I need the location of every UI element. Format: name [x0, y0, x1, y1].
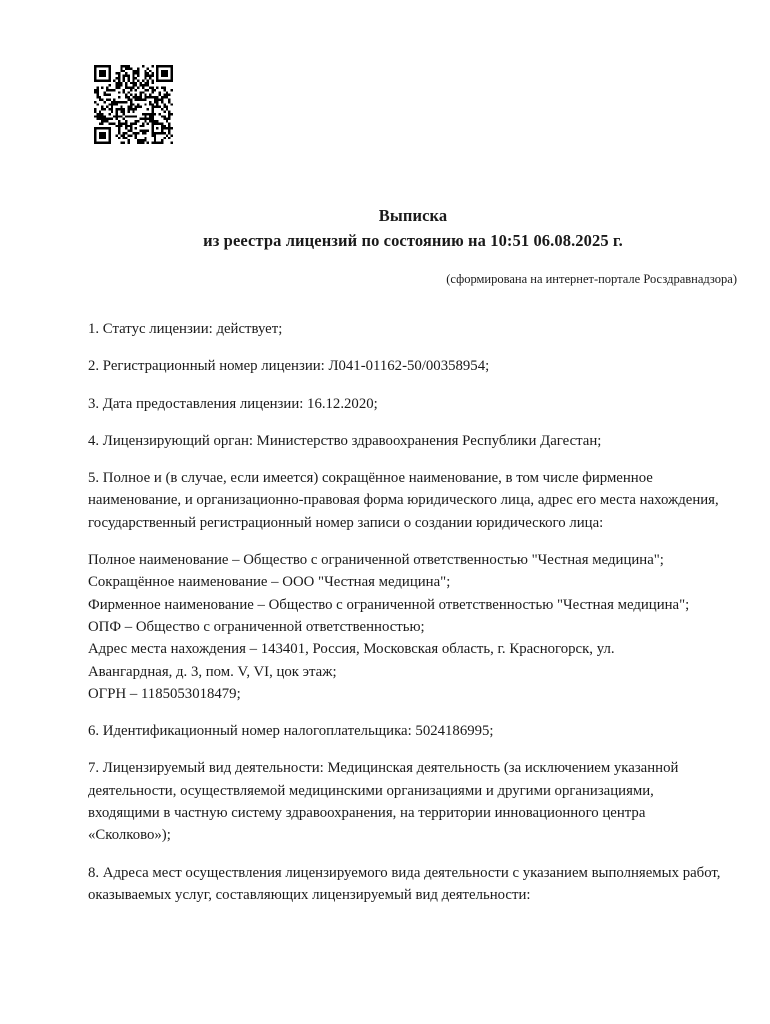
entity-legal-form: ОПФ – Общество с ограниченной ответственностью; — [88, 618, 425, 635]
entity-full-name: Полное наименование – Общество с ограниченной ответственностью "Честная медицина"; — [88, 552, 664, 569]
item-3-issue-date: 3. Дата предоставления лицензии: 16.12.2020; — [88, 395, 378, 412]
item-7-licensed-activity: 7. Лицензируемый вид деятельности: Медицинская деятельность (за исключением указанной деятельности, осуществляемой медицинскими организациями и другими организациями, входящими в частную систему здравоохранения, на территории инновационного центра «Сколково»); — [88, 760, 679, 844]
entity-ogrn: ОГРН – 1185053018479; — [88, 685, 241, 702]
document-header — [88, 203, 738, 253]
item-8-activity-addresses-heading: 8. Адреса мест осуществления лицензируемого вида деятельности с указанием выполняемых работ, оказываемых услуг, составляющих лицензируемый вид деятельности: — [88, 864, 721, 903]
item-2-registration-number: 2. Регистрационный номер лицензии: Л041-01162-50/00358954; — [88, 358, 490, 375]
document-body — [88, 318, 725, 906]
formed-note: (сформирована на интернет-портале Росздравнадзора) — [446, 272, 737, 286]
item-4-licensing-authority: 4. Лицензирующий орган: Министерство здравоохранения Республики Дагестан; — [88, 432, 602, 449]
qr-code-image — [94, 65, 173, 144]
entity-details-block — [88, 549, 725, 705]
entity-brand-name: Фирменное наименование – Общество с ограниченной ответственностью "Честная медицина"; — [88, 596, 690, 613]
item-6-taxpayer-number: 6. Идентификационный номер налогоплательщика: 5024186995; — [88, 723, 494, 740]
page-title: Выписка — [378, 206, 448, 225]
entity-address-line-1: Адрес места нахождения – 143401, Россия, Московская область, г. Красногорск, ул. — [88, 641, 615, 658]
entity-address-line-2: Авангардная, д. 3, пом. V, VI, цок этаж; — [88, 663, 337, 680]
entity-short-name: Сокращённое наименование – ООО "Честная медицина"; — [88, 574, 451, 591]
item-1-status: 1. Статус лицензии: действует; — [88, 321, 283, 337]
qr-code[interactable] — [94, 65, 173, 144]
page-subtitle: из реестра лицензий по состоянию на 10:51 06.08.2025 г. — [203, 231, 623, 250]
item-5-entity-names-heading: 5. Полное и (в случае, если имеется) сокращённое наименование, в том числе фирменное наименование, и организационно-правовая форма юридического лица, адрес его места нахождения, государственный регистрационный номер записи о создании юридического лица: — [88, 470, 719, 531]
